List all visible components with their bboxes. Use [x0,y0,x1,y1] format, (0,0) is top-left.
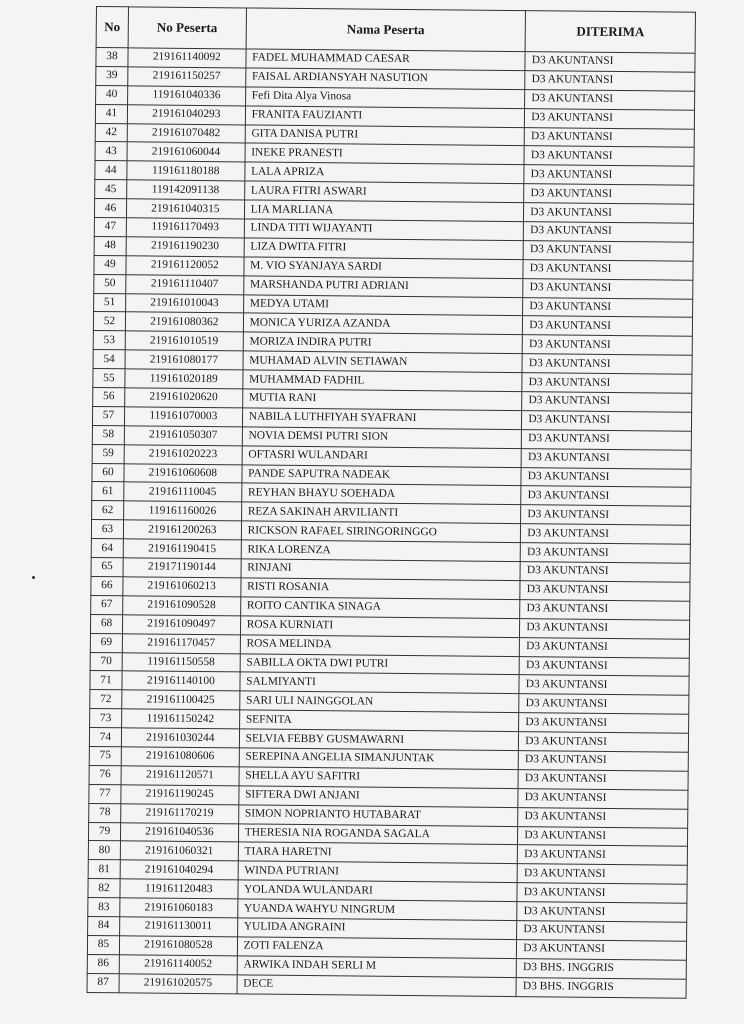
participant-name: LIA MARLIANA [244,200,524,222]
row-number: 59 [92,444,124,463]
header-participant-id: No Peserta [128,7,246,49]
participant-id: 219161060608 [124,463,242,483]
row-number: 42 [95,123,127,142]
accepted-program: D3 AKUNTANSI [520,562,690,583]
participant-id: 219161070482 [127,123,245,143]
row-number: 70 [90,652,122,671]
participant-id: 219161040293 [127,104,245,124]
accepted-program: D3 AKUNTANSI [519,694,689,715]
row-number: 74 [89,728,121,747]
row-number: 66 [91,576,123,595]
accepted-program: D3 AKUNTANSI [517,939,687,960]
row-number: 53 [93,331,125,350]
participant-name: MARSHANDA PUTRI ADRIANI [243,276,523,298]
participant-id: 219161010519 [125,331,243,351]
row-number: 77 [89,784,121,803]
participant-name: THERESIA NIA ROGANDA SAGALA [238,823,518,845]
accepted-program: D3 AKUNTANSI [525,71,695,92]
accepted-program: D3 AKUNTANSI [525,108,695,129]
participant-id: 219161190245 [121,785,239,805]
participant-id: 219161100425 [122,690,240,710]
participant-name: FAISAL ARDIANSYAH NASUTION [245,68,525,90]
participant-id: 219161060213 [123,577,241,597]
participant-id: 219161130011 [119,917,237,937]
accepted-program: D3 AKUNTANSI [521,467,691,488]
row-number: 39 [96,66,128,85]
participant-name: M. VIO SYANJAYA SARDI [244,257,524,279]
accepted-program: D3 BHS. INGGRIS [516,977,686,998]
participant-name: SELVIA FEBBY GUSMAWARNI [239,729,519,751]
participant-id: 219171190144 [123,558,241,578]
participant-name: SARI ULI NAINGGOLAN [239,691,519,713]
accepted-program: D3 AKUNTANSI [519,732,689,753]
accepted-program: D3 AKUNTANSI [522,354,692,375]
participant-id: 219161060183 [120,898,238,918]
participant-name: MUHAMMAD FADHIL [243,370,523,392]
accepted-program: D3 AKUNTANSI [525,89,695,110]
row-number: 51 [94,293,126,312]
row-number: 80 [88,841,120,860]
participant-id: 219161040294 [120,860,238,880]
participant-id: 219161170219 [121,803,239,823]
accepted-program: D3 AKUNTANSI [519,713,689,734]
participant-name: SEREPINA ANGELIA SIMANJUNTAK [239,748,519,770]
accepted-program: D3 AKUNTANSI [523,297,693,318]
row-number: 73 [90,709,122,728]
accepted-program: D3 AKUNTANSI [519,675,689,696]
accepted-program: D3 AKUNTANSI [517,883,687,904]
participant-id: 219161040536 [120,822,238,842]
row-number: 64 [91,539,123,558]
participant-name: RISTI ROSANIA [241,578,521,600]
accepted-program: D3 AKUNTANSI [518,845,688,866]
participant-id: 219161090497 [122,615,240,635]
participant-id: 219161080528 [119,936,237,956]
participant-name: REZA SAKINAH ARVILIANTI [241,502,521,524]
accepted-program: D3 AKUNTANSI [524,222,694,243]
participant-id: 219161030244 [121,728,239,748]
participant-name: YUANDA WAHYU NINGRUM [237,899,517,921]
accepted-program: D3 AKUNTANSI [524,184,694,205]
participant-name: LINDA TITI WIJAYANTI [244,219,524,241]
accepted-program: D3 AKUNTANSI [523,278,693,299]
participant-id: 119161120483 [120,879,238,899]
accepted-program: D3 AKUNTANSI [518,807,688,828]
row-number: 76 [89,765,121,784]
accepted-program: D3 AKUNTANSI [520,543,690,564]
participant-id: 219161020575 [119,973,237,993]
participant-name: SABILLA OKTA DWI PUTRI [240,653,520,675]
accepted-program: D3 AKUNTANSI [524,146,694,167]
accepted-program: D3 AKUNTANSI [521,505,691,526]
participant-name: MUHAMAD ALVIN SETIAWAN [243,351,523,373]
row-number: 85 [87,935,119,954]
participant-id: 219161120571 [121,766,239,786]
row-number: 82 [88,879,120,898]
participant-name: LIZA DWITA FITRI [244,238,524,260]
row-number: 79 [88,822,120,841]
participant-id: 219161190415 [123,539,241,559]
participant-name: MEDYA UTAMI [243,295,523,317]
participant-id: 119161020189 [125,369,243,389]
row-number: 48 [94,236,126,255]
participant-name: SEFNITA [239,710,519,732]
row-number: 41 [95,104,127,123]
participant-name: SIMON NOPRIANTO HUTABARAT [238,805,518,827]
row-number: 54 [93,350,125,369]
row-number: 75 [89,746,121,765]
participant-id: 219161040315 [126,199,244,219]
participant-name: LAURA FITRI ASWARI [244,181,524,203]
participant-name: SHELLA AYU SAFITRI [239,767,519,789]
participant-table [87,6,696,998]
accepted-program: D3 AKUNTANSI [523,259,693,280]
accepted-program: D3 AKUNTANSI [520,637,690,658]
row-number: 61 [92,482,124,501]
row-number: 58 [92,425,124,444]
participant-id: 219161170457 [122,633,240,653]
row-number: 60 [92,463,124,482]
row-number: 87 [87,973,119,992]
participant-id: 219161060044 [127,142,245,162]
row-number: 52 [93,312,125,331]
participant-id: 219161020223 [124,444,242,464]
participant-name: YULIDA ANGRAINI [237,918,517,940]
participant-name: ROITO CANTIKA SINAGA [240,597,520,619]
participant-name: NABILA LUTHFIYAH SYAFRANI [242,408,522,430]
participant-id: 219161050307 [124,426,242,446]
accepted-program: D3 AKUNTANSI [523,241,693,262]
accepted-program: D3 AKUNTANSI [525,52,695,73]
participant-name: LALA APRIZA [245,162,525,184]
accepted-program: D3 AKUNTANSI [521,486,691,507]
row-number: 65 [91,558,123,577]
participant-id: 119161040336 [127,86,245,106]
row-number: 81 [88,860,120,879]
accepted-program: D3 AKUNTANSI [518,788,688,809]
row-number: 40 [96,85,128,104]
accepted-program: D3 AKUNTANSI [522,335,692,356]
participant-name: WINDA PUTRIANI [238,861,518,883]
participant-name: TIARA HARETNI [238,842,518,864]
participant-id: 119161180188 [127,161,245,181]
header-participant-name: Nama Peserta [246,8,526,52]
participant-name: RICKSON RAFAEL SIRINGORINGGO [241,521,521,543]
row-number: 45 [95,180,127,199]
row-number: 55 [93,369,125,388]
participant-id: 219161140100 [122,671,240,691]
participant-id: 119161150558 [122,652,240,672]
participant-name: NOVIA DEMSI PUTRI SION [242,427,522,449]
accepted-program: D3 AKUNTANSI [520,599,690,620]
participant-name: OFTASRI WULANDARI [242,446,522,468]
participant-id: 119161070003 [124,407,242,427]
participant-id: 219161120052 [126,256,244,276]
participant-name: ZOTI FALENZA [237,937,517,959]
participant-id: 219161060321 [120,841,238,861]
accepted-program: D3 AKUNTANSI [524,127,694,148]
accepted-program: D3 AKUNTANSI [518,751,688,772]
row-number: 49 [94,255,126,274]
participant-id: 219161010043 [125,293,243,313]
participant-name: GITA DANISA PUTRI [245,124,525,146]
participant-id: 219161080606 [121,747,239,767]
accepted-program: D3 AKUNTANSI [521,448,691,469]
participant-name: SALMIYANTI [240,672,520,694]
participant-name: PANDE SAPUTRA NADEAK [242,465,522,487]
row-number: 78 [89,803,121,822]
participant-id: 219161150257 [128,67,246,87]
row-number: 62 [92,501,124,520]
accepted-program: D3 AKUNTANSI [521,524,691,545]
participant-name: FRANITA FAUZIANTI [245,106,525,128]
row-number: 43 [95,142,127,161]
row-number: 69 [90,633,122,652]
accepted-program: D3 AKUNTANSI [519,656,689,677]
row-number: 68 [90,614,122,633]
participant-name: MUTIA RANI [242,389,522,411]
accepted-program: D3 AKUNTANSI [523,316,693,337]
accepted-program: D3 BHS. INGGRIS [516,958,686,979]
accepted-program: D3 AKUNTANSI [524,203,694,224]
participant-id: 219161140092 [128,48,246,68]
participant-id: 119161150242 [121,709,239,729]
row-number: 67 [91,595,123,614]
participant-id: 119142091138 [127,180,245,200]
participant-name: ROSA MELINDA [240,635,520,657]
accepted-program: D3 AKUNTANSI [522,392,692,413]
accepted-program: D3 AKUNTANSI [522,411,692,432]
participant-id: 219161020620 [125,388,243,408]
row-number: 71 [90,671,122,690]
participant-id: 219161090528 [123,596,241,616]
participant-name: MONICA YURIZA AZANDA [243,313,523,335]
participant-id: 219161080177 [125,350,243,370]
participant-id: 219161110045 [124,482,242,502]
participant-name: YOLANDA WULANDARI [238,880,518,902]
row-number: 57 [92,406,124,425]
participant-id: 119161170493 [126,218,244,238]
row-number: 63 [91,520,123,539]
accepted-program: D3 AKUNTANSI [517,864,687,885]
row-number: 47 [94,218,126,237]
accepted-program: D3 AKUNTANSI [524,165,694,186]
participant-name: RIKA LORENZA [241,540,521,562]
row-number: 83 [88,898,120,917]
participant-id: 219161080362 [125,312,243,332]
table-header-row [96,7,695,54]
row-number: 56 [93,388,125,407]
accepted-program: D3 AKUNTANSI [517,921,687,942]
participant-name: RINJANI [241,559,521,581]
row-number: 86 [87,954,119,973]
participant-id: 219161200263 [123,520,241,540]
header-accepted: DITERIMA [525,11,695,54]
participant-id: 219161190230 [126,237,244,257]
row-number: 50 [94,274,126,293]
table-body [87,48,695,998]
participant-name: REYHAN BHAYU SOEHADA [241,483,521,505]
row-number: 46 [94,199,126,218]
accepted-program: D3 AKUNTANSI [517,902,687,923]
accepted-program: D3 AKUNTANSI [518,769,688,790]
stray-dot [32,576,35,579]
row-number: 44 [95,161,127,180]
participant-name: INEKE PRANESTI [245,143,525,165]
participant-name: DECE [237,975,517,997]
participant-id: 119161160026 [123,501,241,521]
participant-name: ARWIKA INDAH SERLI M [237,956,517,978]
participant-name: Fefi Dita Alya Vinosa [245,87,525,109]
accepted-program: D3 AKUNTANSI [520,618,690,639]
participant-name: SIFTERA DWI ANJANI [239,786,519,808]
accepted-program: D3 AKUNTANSI [520,581,690,602]
row-number: 38 [96,48,128,67]
row-number: 72 [90,690,122,709]
participant-id: 219161110407 [126,274,244,294]
header-no: No [96,7,128,48]
participant-name: ROSA KURNIATI [240,616,520,638]
accepted-program: D3 AKUNTANSI [522,373,692,394]
row-number: 84 [88,916,120,935]
participant-id: 219161140052 [119,955,237,975]
accepted-program: D3 AKUNTANSI [518,826,688,847]
participant-name: MORIZA INDIRA PUTRI [243,332,523,354]
participant-name: FADEL MUHAMMAD CAESAR [246,49,526,71]
accepted-program: D3 AKUNTANSI [522,429,692,450]
